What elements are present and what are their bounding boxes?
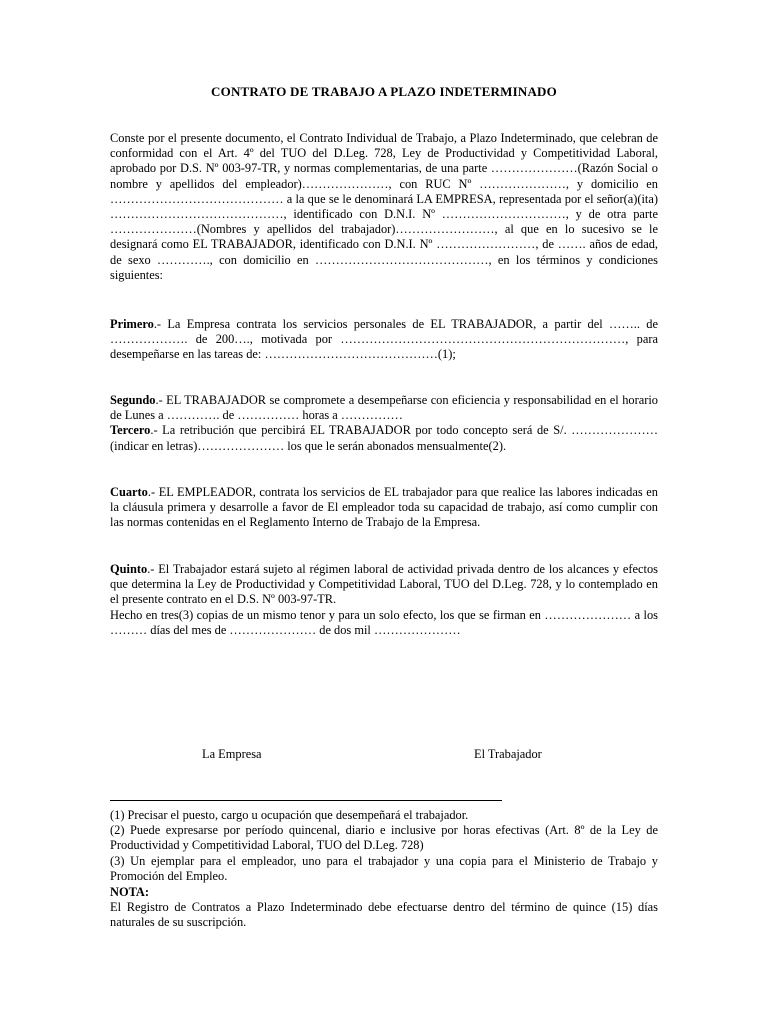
clause-cuarto-label: Cuarto xyxy=(110,485,148,499)
clause-tercero-label: Tercero xyxy=(110,423,151,438)
signature-trabajador: El Trabajador xyxy=(474,747,542,761)
clause-segundo xyxy=(110,393,658,423)
clause-quinto xyxy=(110,562,658,608)
clause-segundo-text: .- EL TRABAJADOR se compromete a desempeñarse con eficiencia y responsabilidad en el horario de Lunes a …………. de …………… horas a …………… xyxy=(110,393,658,423)
footnote-1: (1) Precisar el puesto, cargo u ocupación que desempeñará el trabajador. xyxy=(110,808,469,822)
intro-paragraph: Conste por el presente documento, el Contrato Individual de Trabajo, a Plazo Indeterminado, que celebran de conformidad con el Art. 4º del TUO del D.Leg. 728, Ley de Productividad y Competitividad Laboral, aprobado por D.S. Nº 003-97-TR, y normas complementarias, de una parte …………………(Razón Social o nombre y apellidos del empleador)…………………, con RUC Nº …………………, y domicilio en …………………………………… a la que se le denominará LA EMPRESA, representada por el señor(a)(ita) ……………………………………, identificado con D.N.I. Nº …………………………, y de otra parte …………………(Nombres y apellidos del trabajador)……………………, al que en lo sucesivo se le designará como EL TRABAJADOR, identificado con D.N.I. Nº ……………………, de ……. años de edad, de sexo …………., con domicilio en ……………………………………, en los términos y condiciones siguientes: xyxy=(110,131,658,282)
nota-heading: NOTA: xyxy=(110,885,150,899)
clause-primero xyxy=(110,317,658,363)
clause-cuarto-text: .- EL EMPLEADOR, contrata los servicios de EL trabajador para que realice las labores indicadas en la cláusula primera y desarrolle a favor de El empleador toda su capacidad de trabajo, así como cumplir con las normas contenidas en el Reglamento Interno de Trabajo de la Empresa. xyxy=(110,485,658,530)
footnote-3: (3) Un ejemplar para el empleador, uno para el trabajador y una copia para el Ministerio de Trabajo y Promoción del Empleo. xyxy=(110,854,658,884)
clause-quinto-text: .- El Trabajador estará sujeto al régimen laboral de actividad privada dentro de los alcances y efectos que determina la Ley de Productividad y Competitividad Laboral, TUO del D.Leg. 728, y lo contemplado en el presente contrato en el D.S. Nº 003-97-TR. xyxy=(110,562,658,607)
nota-text: El Registro de Contratos a Plazo Indeterminado debe efectuarse dentro del término de quince (15) días naturales de su suscripción. xyxy=(110,900,658,930)
clause-cuarto xyxy=(110,485,658,531)
clauses-segundo-tercero xyxy=(110,393,658,454)
clause-tercero xyxy=(110,423,658,453)
clause-primero-label: Primero xyxy=(110,317,154,331)
document-page xyxy=(110,0,658,1024)
signature-empresa: La Empresa xyxy=(202,747,262,761)
closing-statement: Hecho en tres(3) copias de un mismo tenor y para un solo efecto, los que se firman en ………………… a los ……… días del mes de ………………… de dos mil ………………… xyxy=(110,607,658,637)
clause-segundo-label: Segundo xyxy=(110,393,156,407)
contract-title: CONTRATO DE TRABAJO A PLAZO INDETERMINADO xyxy=(211,84,557,99)
clause-quinto-label: Quinto xyxy=(110,562,148,576)
clause-tercero-text: .- La retribución que percibirá EL TRABAJADOR por todo concepto será de S/. …………………(indicar en letras)………………… los que le serán abonados mensualmente(2). xyxy=(110,423,658,453)
footnote-2: (2) Puede expresarse por período quincenal, diario e inclusive por horas efectivas (Art. 8º de la Ley de Productividad y Competitividad Laboral, TUO del D.Leg. 728) xyxy=(110,823,658,853)
footnote-divider xyxy=(110,800,502,801)
clause-primero-text: .- La Empresa contrata los servicios personales de EL TRABAJADOR, a partir del …….. de ………………. de 200…., motivada por ……………………………………………………………, para desempeñarse en las tareas de: ……………………………………(1); xyxy=(110,317,658,362)
clause-quinto-block xyxy=(110,562,658,638)
